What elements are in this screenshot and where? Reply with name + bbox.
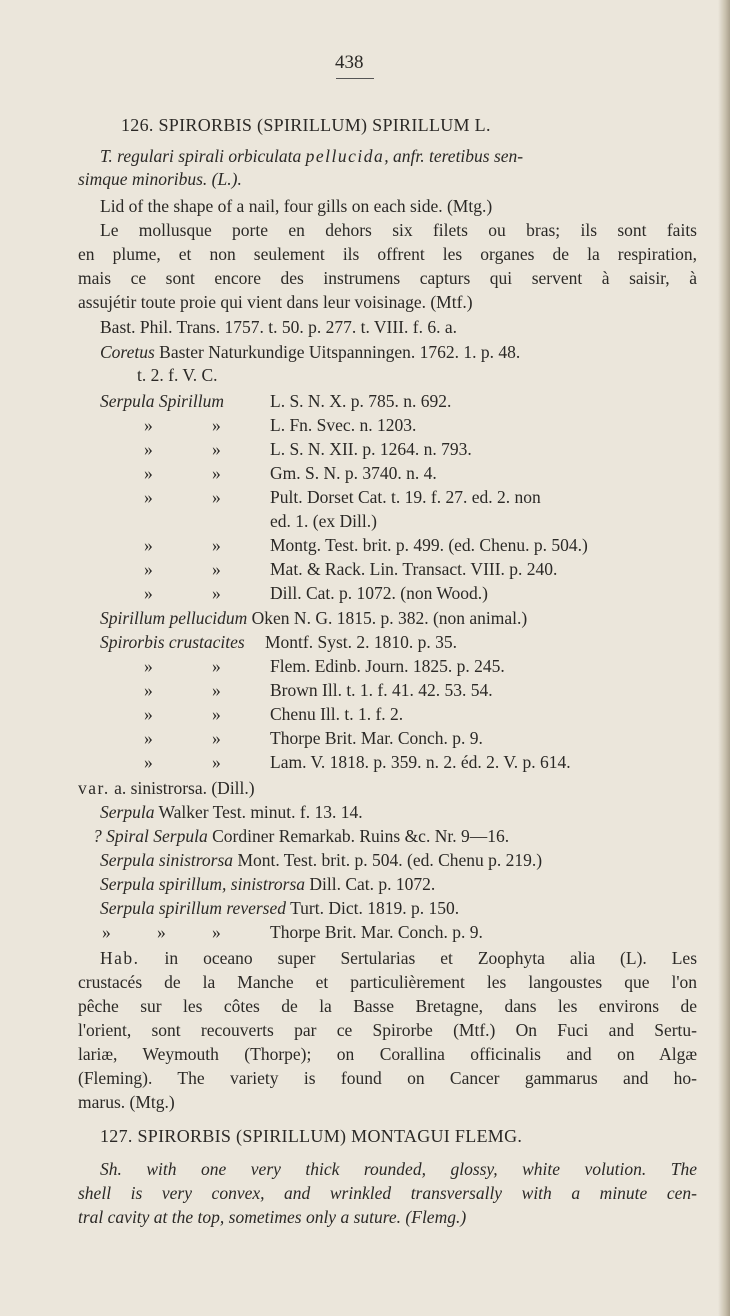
ditto-mark: » (144, 463, 153, 483)
variety-line (78, 776, 255, 800)
variety-ref (100, 896, 459, 920)
reference-coretus (100, 340, 520, 364)
diagnosis-line-1 (100, 144, 523, 168)
diagnosis-text-a: T. regulari spirali orbiculata (100, 146, 306, 166)
reference-line: Gm. S. N. p. 3740. n. 4. (270, 463, 437, 483)
description-french-4: assujétir toute proie qui vient dans leur voisinage. (Mtf.) (78, 292, 473, 312)
ditto-mark: » (144, 656, 153, 676)
variety-label: var. (78, 778, 110, 798)
variety-ref (100, 848, 542, 872)
variety-ref (100, 800, 363, 824)
variety-ref-name: ? Spiral Serpula (93, 826, 208, 846)
reference-line: Montg. Test. brit. p. 499. (ed. Chenu. p. 504.) (270, 535, 588, 555)
reference-coretus-continued: t. 2. f. V. C. (137, 365, 218, 385)
description-french-1: Le mollusque porte en dehors six filets ou bras; ils sont faits (100, 220, 697, 240)
diagnosis-text-b: pellucida (305, 146, 385, 166)
reference-line: Flem. Edinb. Journ. 1825. p. 245. (270, 656, 505, 676)
s127-diagnosis-line-3: tral cavity at the top, sometimes only a suture. (Flemg.) (78, 1207, 467, 1227)
ditto-mark: » (212, 656, 221, 676)
page-number: 438 (335, 52, 364, 73)
ditto-mark: » (144, 439, 153, 459)
ditto-mark: » (212, 535, 221, 555)
reference-line: Pult. Dorset Cat. t. 19. f. 27. ed. 2. non (270, 487, 541, 507)
ditto-mark: » (212, 922, 221, 942)
variety-ref-name: Serpula spirillum, sinistrorsa (100, 874, 306, 894)
page-edge (718, 0, 730, 1316)
synonym-name: Spirillum pellucidum (100, 608, 248, 628)
variety-ref-name: Serpula (100, 802, 155, 822)
ditto-mark: » (144, 415, 153, 435)
synonym-serpula-spirillum: Serpula Spirillum (100, 391, 224, 411)
reference-line: Dill. Cat. p. 1072. (non Wood.) (270, 583, 488, 603)
ditto-mark: » (212, 559, 221, 579)
variety-ref-text: Cordiner Remarkab. Ruins &c. Nr. 9—16. (212, 826, 510, 846)
reference-thorpe: Thorpe Brit. Mar. Conch. p. 9. (270, 922, 483, 942)
reference-line: ed. 1. (ex Dill.) (270, 511, 377, 531)
ditto-mark: » (212, 463, 221, 483)
reference-line: L. S. N. X. p. 785. n. 692. (270, 391, 452, 411)
habitat-line-6: (Fleming). The variety is found on Cancer gammarus and ho- (78, 1068, 697, 1088)
reference-line: L. Fn. Svec. n. 1203. (270, 415, 417, 435)
coretus-name: Coretus (100, 342, 155, 362)
s127-diagnosis-line-2: shell is very convex, and wrinkled transversally with a minute cen- (78, 1183, 697, 1203)
habitat-line-4: l'orient, sont recouverts par ce Spirorbe (Mtf.) On Fuci and Sertu- (78, 1020, 697, 1040)
variety-ref (100, 872, 435, 896)
ditto-mark: » (144, 487, 153, 507)
ditto-mark: » (212, 487, 221, 507)
ditto-mark: » (144, 559, 153, 579)
ditto-mark: » (144, 752, 153, 772)
ditto-mark: » (102, 922, 111, 942)
section-126-title: 126. SPIRORBIS (SPIRILLUM) SPIRILLUM L. (121, 115, 491, 135)
habitat-line-2: crustacés de la Manche et particulièrement les langoustes que l'on (78, 972, 697, 992)
reference-line: Brown Ill. t. 1. f. 41. 42. 53. 54. (270, 680, 493, 700)
ditto-mark: » (212, 752, 221, 772)
reference-line: Mat. & Rack. Lin. Transact. VIII. p. 240. (270, 559, 558, 579)
ditto-mark: » (144, 583, 153, 603)
variety-ref-name: Serpula sinistrorsa (100, 850, 234, 870)
ditto-mark: » (212, 583, 221, 603)
reference-line: Thorpe Brit. Mar. Conch. p. 9. (270, 728, 483, 748)
ditto-mark: » (157, 922, 166, 942)
diagnosis-line-2: simque minoribus. (L.). (78, 169, 242, 189)
ditto-mark: » (144, 535, 153, 555)
variety-ref-text: Walker Test. minut. f. 13. 14. (158, 802, 363, 822)
reference-baster-phil-trans: Bast. Phil. Trans. 1757. t. 50. p. 277. t. VIII. f. 6. a. (100, 317, 457, 337)
habitat-line-3: pêche sur les côtes de la Basse Bretagne, dans les environs de (78, 996, 697, 1016)
habitat-line-1 (100, 946, 697, 970)
description-english: Lid of the shape of a nail, four gills on each side. (Mtg.) (100, 196, 493, 216)
ditto-mark: » (212, 439, 221, 459)
reference-line: L. S. N. XII. p. 1264. n. 793. (270, 439, 472, 459)
synonym-ref: Oken N. G. 1815. p. 382. (non animal.) (251, 608, 528, 628)
synonym-spirorbis-crustacites: Spirorbis crustacites (100, 632, 245, 652)
ditto-mark: » (144, 704, 153, 724)
habitat-line-7: marus. (Mtg.) (78, 1092, 175, 1112)
diagnosis-text-c: , anfr. teretibus sen- (384, 146, 524, 166)
ditto-mark: » (212, 704, 221, 724)
synonym-spirillum-pellucidum (100, 606, 527, 630)
ditto-mark: » (212, 680, 221, 700)
variety-ref-name: Serpula spirillum reversed (100, 898, 286, 918)
habitat-label: Hab. (100, 948, 140, 968)
description-french-3: mais ce sont encore des instrumens capturs qui servent à saisir, à (78, 268, 697, 288)
variety-text: a. sinistrorsa. (Dill.) (114, 778, 255, 798)
ditto-mark: » (144, 680, 153, 700)
habitat-line-5: lariæ, Weymouth (Thorpe); on Corallina officinalis and on Algæ (78, 1044, 697, 1064)
variety-ref-text: Mont. Test. brit. p. 504. (ed. Chenu p. 219.) (237, 850, 543, 870)
habitat-text: in oceano super Sertularias et Zoophyta alia (L). Les (164, 948, 698, 968)
description-french-2: en plume, et non seulement ils offrent les organes de la respiration, (78, 244, 697, 264)
reference-line: Montf. Syst. 2. 1810. p. 35. (265, 632, 458, 652)
s127-diagnosis-line-1: Sh. with one very thick rounded, glossy, white volution. The (100, 1159, 697, 1179)
reference-line: Lam. V. 1818. p. 359. n. 2. éd. 2. V. p. 614. (270, 752, 571, 772)
coretus-ref: Baster Naturkundige Uitspanningen. 1762. 1. p. 48. (159, 342, 521, 362)
variety-ref (93, 824, 509, 848)
variety-ref-text: Dill. Cat. p. 1072. (309, 874, 436, 894)
variety-ref-text: Turt. Dict. 1819. p. 150. (290, 898, 460, 918)
ditto-mark: » (212, 415, 221, 435)
page-number-underline (336, 78, 374, 79)
ditto-mark: » (144, 728, 153, 748)
ditto-mark: » (212, 728, 221, 748)
reference-line: Chenu Ill. t. 1. f. 2. (270, 704, 404, 724)
section-127-title: 127. SPIRORBIS (SPIRILLUM) MONTAGUI FLEMG. (100, 1126, 523, 1146)
